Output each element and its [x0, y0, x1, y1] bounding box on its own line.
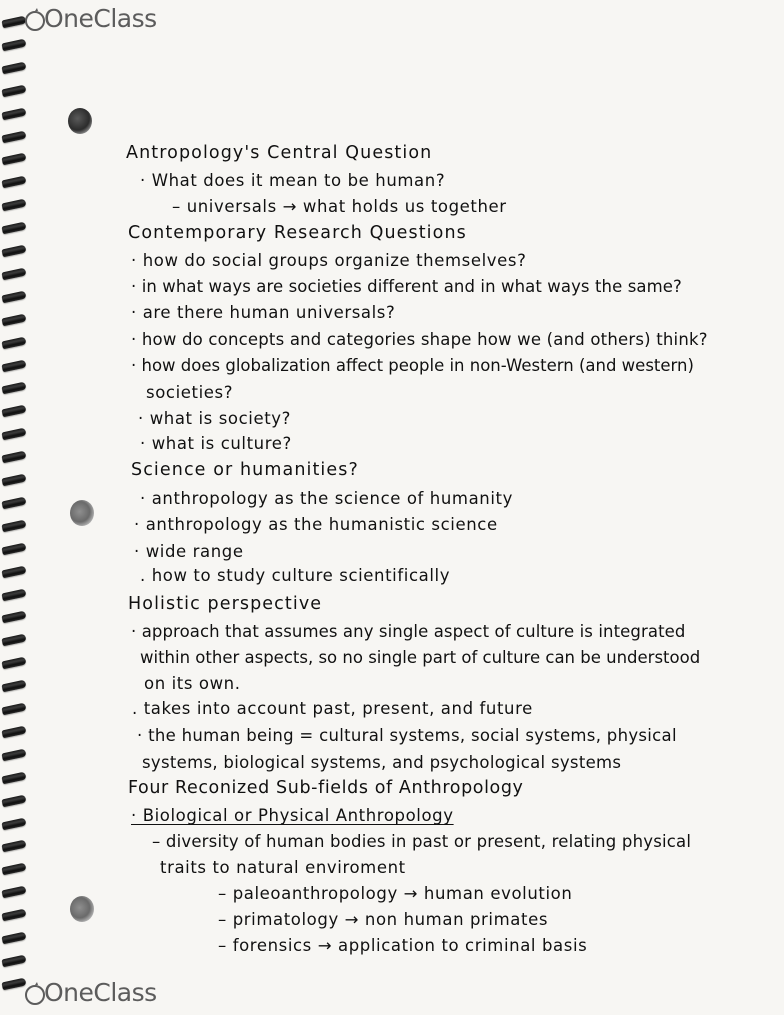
oneclass-logo-bottom — [24, 978, 157, 1007]
note-line: · anthropology as the humanistic science — [134, 515, 498, 534]
spiral-coil — [1, 451, 26, 464]
heading-research-questions: Contemporary Research Questions — [128, 223, 467, 243]
spiral-coil — [1, 886, 26, 899]
oneclass-logo-icon — [24, 8, 44, 30]
spiral-coil — [1, 222, 26, 235]
spiral-coil — [1, 680, 26, 693]
spiral-coil — [1, 954, 26, 967]
spiral-coil — [1, 16, 26, 29]
oneclass-logo-top — [24, 4, 157, 33]
spiral-coil — [1, 542, 26, 555]
spiral-coil — [1, 474, 26, 487]
spiral-coil — [1, 336, 26, 349]
spiral-coil — [1, 428, 26, 441]
note-line: – universals → what holds us together — [172, 197, 507, 216]
note-line: within other aspects, so no single part of culture can be understood — [140, 648, 701, 667]
spiral-coil — [1, 840, 26, 853]
spiral-coil — [1, 290, 26, 303]
punch-hole-bottom — [70, 896, 94, 922]
spiral-coil — [1, 519, 26, 532]
note-line: – forensics → application to criminal basis — [218, 936, 588, 955]
spiral-coil — [1, 817, 26, 830]
note-line: · anthropology as the science of humanity — [140, 489, 513, 508]
spiral-coil — [1, 588, 26, 601]
spiral-coil — [1, 382, 26, 395]
oneclass-logo-text: OneClass — [44, 4, 157, 33]
spiral-coil — [1, 725, 26, 738]
subfield-biological-physical: · Biological or Physical Anthropology — [131, 806, 454, 825]
spiral-coil — [1, 657, 26, 670]
spiral-coil — [1, 313, 26, 326]
note-line: · are there human universals? — [131, 303, 396, 322]
note-line: · wide range — [134, 542, 244, 561]
spiral-coil — [1, 565, 26, 578]
spiral-coil — [1, 359, 26, 372]
spiral-coil — [1, 496, 26, 509]
spiral-coil — [1, 611, 26, 624]
note-line: · how do concepts and categories shape how we (and others) think? — [131, 330, 708, 349]
note-line: · in what ways are societies different and in what ways the same? — [131, 277, 682, 296]
spiral-coil — [1, 794, 26, 807]
spiral-coil — [1, 153, 26, 166]
punch-hole-top — [68, 108, 92, 134]
spiral-coil — [1, 748, 26, 761]
note-line: · the human being = cultural systems, social systems, physical — [137, 726, 677, 745]
spiral-coil — [1, 863, 26, 876]
note-line: systems, biological systems, and psychological systems — [142, 753, 622, 772]
note-line: – diversity of human bodies in past or present, relating physical — [152, 832, 692, 851]
spiral-coil — [1, 84, 26, 97]
note-line: · what is society? — [138, 409, 291, 428]
spiral-coil — [1, 130, 26, 143]
spiral-coil — [1, 703, 26, 716]
spiral-binding — [0, 18, 34, 1003]
note-line: · approach that assumes any single aspect of culture is integrated — [131, 622, 686, 641]
spiral-coil — [1, 932, 26, 945]
spiral-coil — [1, 977, 26, 990]
spiral-coil — [1, 199, 26, 212]
note-line: on its own. — [144, 674, 241, 693]
note-line: – primatology → non human primates — [218, 910, 549, 929]
heading-holistic-perspective: Holistic perspective — [128, 594, 323, 614]
spiral-coil — [1, 61, 26, 74]
spiral-coil — [1, 38, 26, 51]
note-line: · how do social groups organize themselves? — [131, 251, 527, 270]
spiral-coil — [1, 107, 26, 120]
spiral-coil — [1, 245, 26, 258]
heading-central-question: Antropology's Central Question — [126, 143, 433, 163]
oneclass-logo-text: OneClass — [44, 978, 157, 1007]
note-line: · What does it mean to be human? — [140, 171, 446, 190]
note-line: – paleoanthropology → human evolution — [218, 884, 573, 903]
note-line: · what is culture? — [140, 434, 292, 453]
note-line: societies? — [146, 383, 234, 402]
heading-science-humanities: Science or humanities? — [131, 460, 359, 480]
note-line: · how does globalization affect people in non-Western (and western) — [131, 356, 694, 375]
spiral-coil — [1, 405, 26, 418]
note-line: . takes into account past, present, and future — [132, 699, 533, 718]
spiral-coil — [1, 771, 26, 784]
spiral-coil — [1, 909, 26, 922]
heading-four-subfields: Four Reconized Sub-fields of Anthropology — [128, 778, 524, 798]
oneclass-logo-icon — [24, 982, 44, 1004]
note-line: traits to natural enviroment — [160, 858, 406, 877]
spiral-coil — [1, 176, 26, 189]
punch-hole-middle — [70, 500, 94, 526]
note-line: . how to study culture scientifically — [140, 566, 451, 585]
spiral-coil — [1, 267, 26, 280]
spiral-coil — [1, 634, 26, 647]
